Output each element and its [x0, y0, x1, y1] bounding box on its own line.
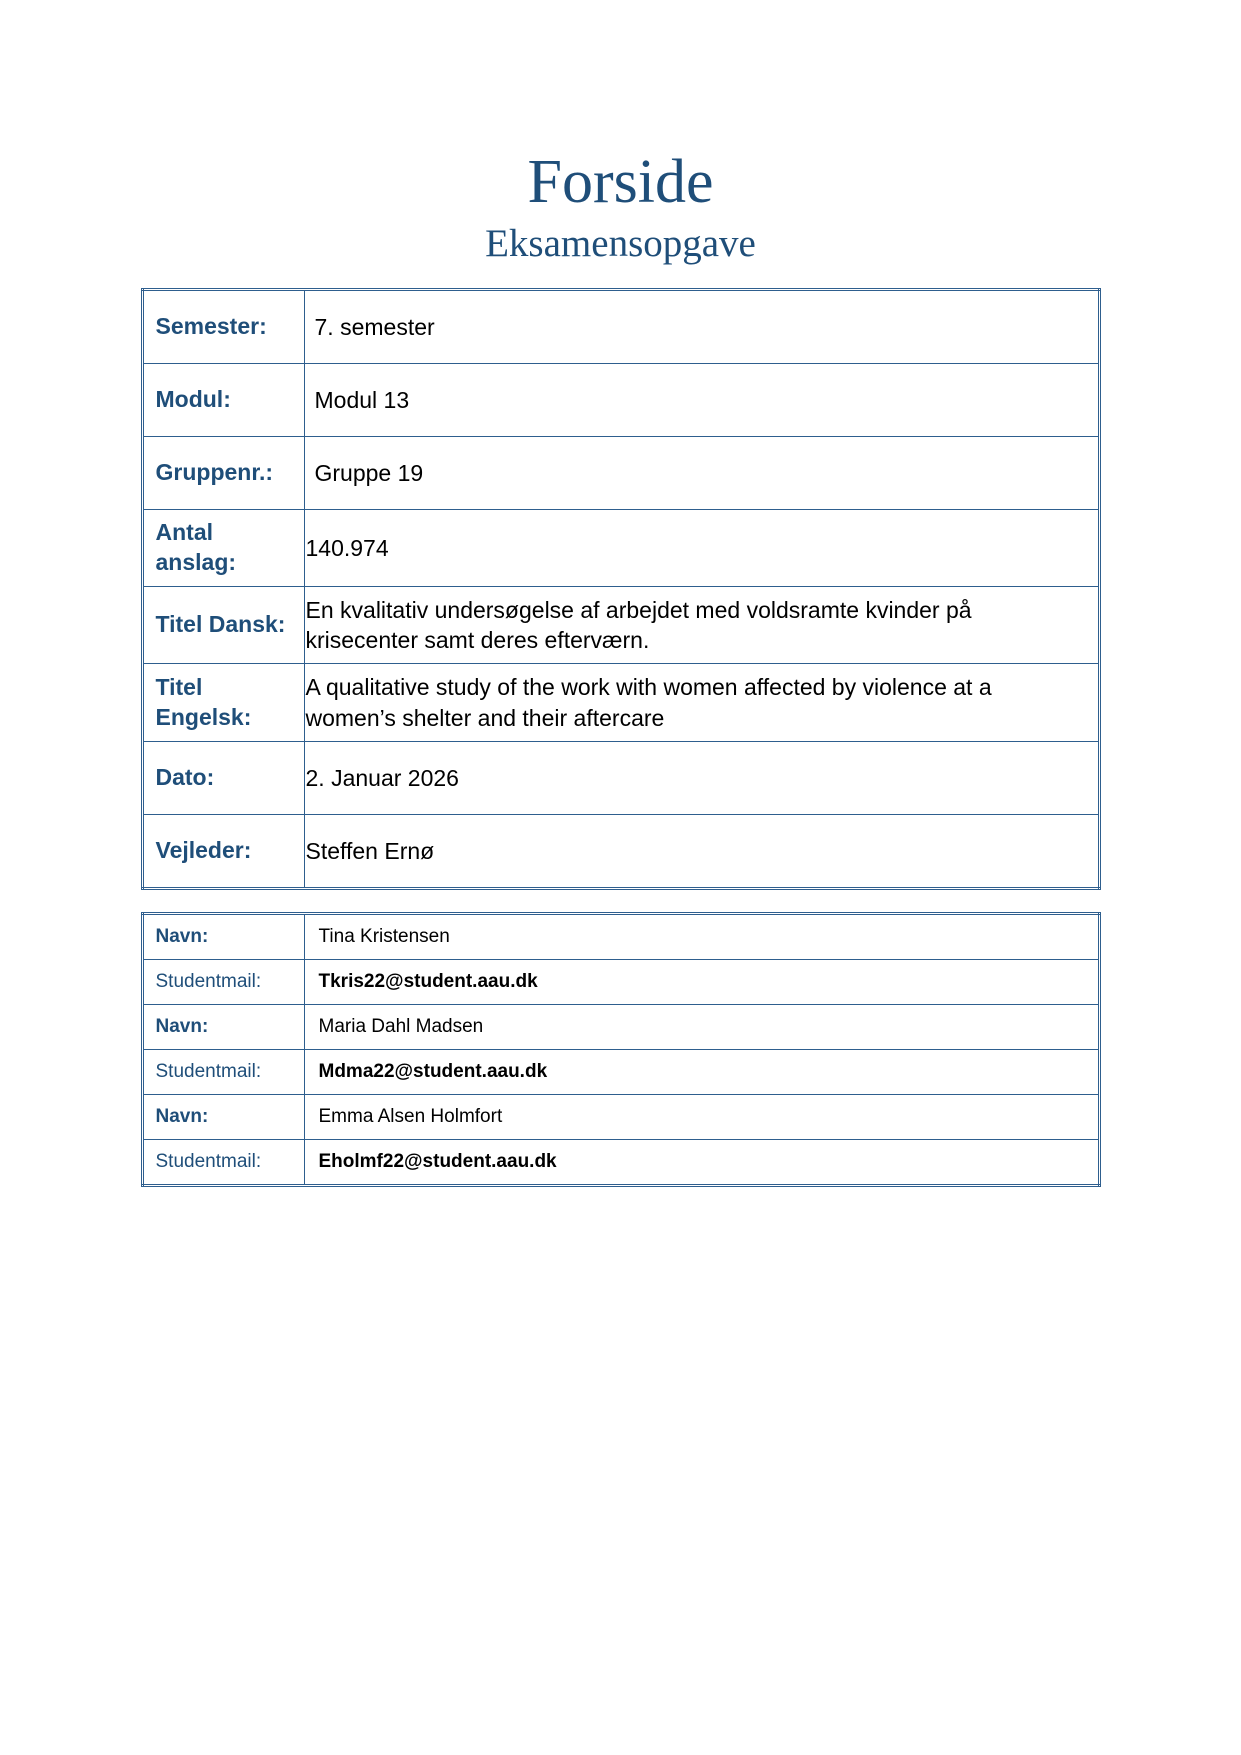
- row-label-modul: Modul:: [142, 363, 304, 436]
- tables-container: [141, 288, 1101, 1187]
- row-label-gruppenr: Gruppenr.:: [142, 436, 304, 509]
- table-row: [142, 1005, 1099, 1050]
- row-value-semester: 7. semester: [304, 289, 1099, 363]
- table-row: [142, 664, 1099, 742]
- row-label-antal-anslag: Antal anslag:: [142, 509, 304, 586]
- student-3-name-value: Emma Alsen Holmfort: [304, 1095, 1099, 1140]
- row-label-semester: Semester:: [142, 289, 304, 363]
- table-row: [142, 815, 1099, 889]
- student-2-mail-value: Mdma22@student.aau.dk: [304, 1050, 1099, 1095]
- table-row: [142, 914, 1099, 960]
- student-3-mail-label: Studentmail:: [142, 1140, 304, 1186]
- student-1-mail-label: Studentmail:: [142, 960, 304, 1005]
- row-value-antal-anslag: 140.974: [304, 509, 1099, 586]
- students-table: [141, 912, 1101, 1187]
- row-value-titel-dansk: En kvalitativ undersøgelse af arbejdet med voldsramte kvinder på krisecenter samt deres efterværn.: [304, 586, 1099, 664]
- student-2-mail-label: Studentmail:: [142, 1050, 304, 1095]
- page-subtitle: Eksamensopgave: [485, 222, 756, 266]
- table-row: [142, 960, 1099, 1005]
- table-row: [142, 436, 1099, 509]
- table-row: [142, 586, 1099, 664]
- student-3-name-label: Navn:: [142, 1095, 304, 1140]
- table-row: [142, 289, 1099, 363]
- student-3-mail-value: Eholmf22@student.aau.dk: [304, 1140, 1099, 1186]
- row-value-gruppenr: Gruppe 19: [304, 436, 1099, 509]
- table-row: [142, 1140, 1099, 1186]
- student-1-name-value: Tina Kristensen: [304, 914, 1099, 960]
- row-value-titel-engelsk: A qualitative study of the work with women affected by violence at a women’s shelter and their aftercare: [304, 664, 1099, 742]
- table-row: [142, 509, 1099, 586]
- student-1-name-label: Navn:: [142, 914, 304, 960]
- row-label-titel-engelsk: Titel Engelsk:: [142, 664, 304, 742]
- table-row: [142, 363, 1099, 436]
- student-1-mail-value: Tkris22@student.aau.dk: [304, 960, 1099, 1005]
- row-label-dato: Dato:: [142, 742, 304, 815]
- title-block: [0, 0, 1241, 266]
- assignment-metadata-table: [141, 288, 1101, 890]
- table-row: [142, 742, 1099, 815]
- student-2-name-value: Maria Dahl Madsen: [304, 1005, 1099, 1050]
- table-row: [142, 1095, 1099, 1140]
- row-label-titel-dansk: Titel Dansk:: [142, 586, 304, 664]
- row-value-dato: 2. Januar 2026: [304, 742, 1099, 815]
- row-label-vejleder: Vejleder:: [142, 815, 304, 889]
- table-row: [142, 1050, 1099, 1095]
- row-value-modul: Modul 13: [304, 363, 1099, 436]
- page-title: Forside: [527, 148, 714, 216]
- student-2-name-label: Navn:: [142, 1005, 304, 1050]
- row-value-vejleder: Steffen Ernø: [304, 815, 1099, 889]
